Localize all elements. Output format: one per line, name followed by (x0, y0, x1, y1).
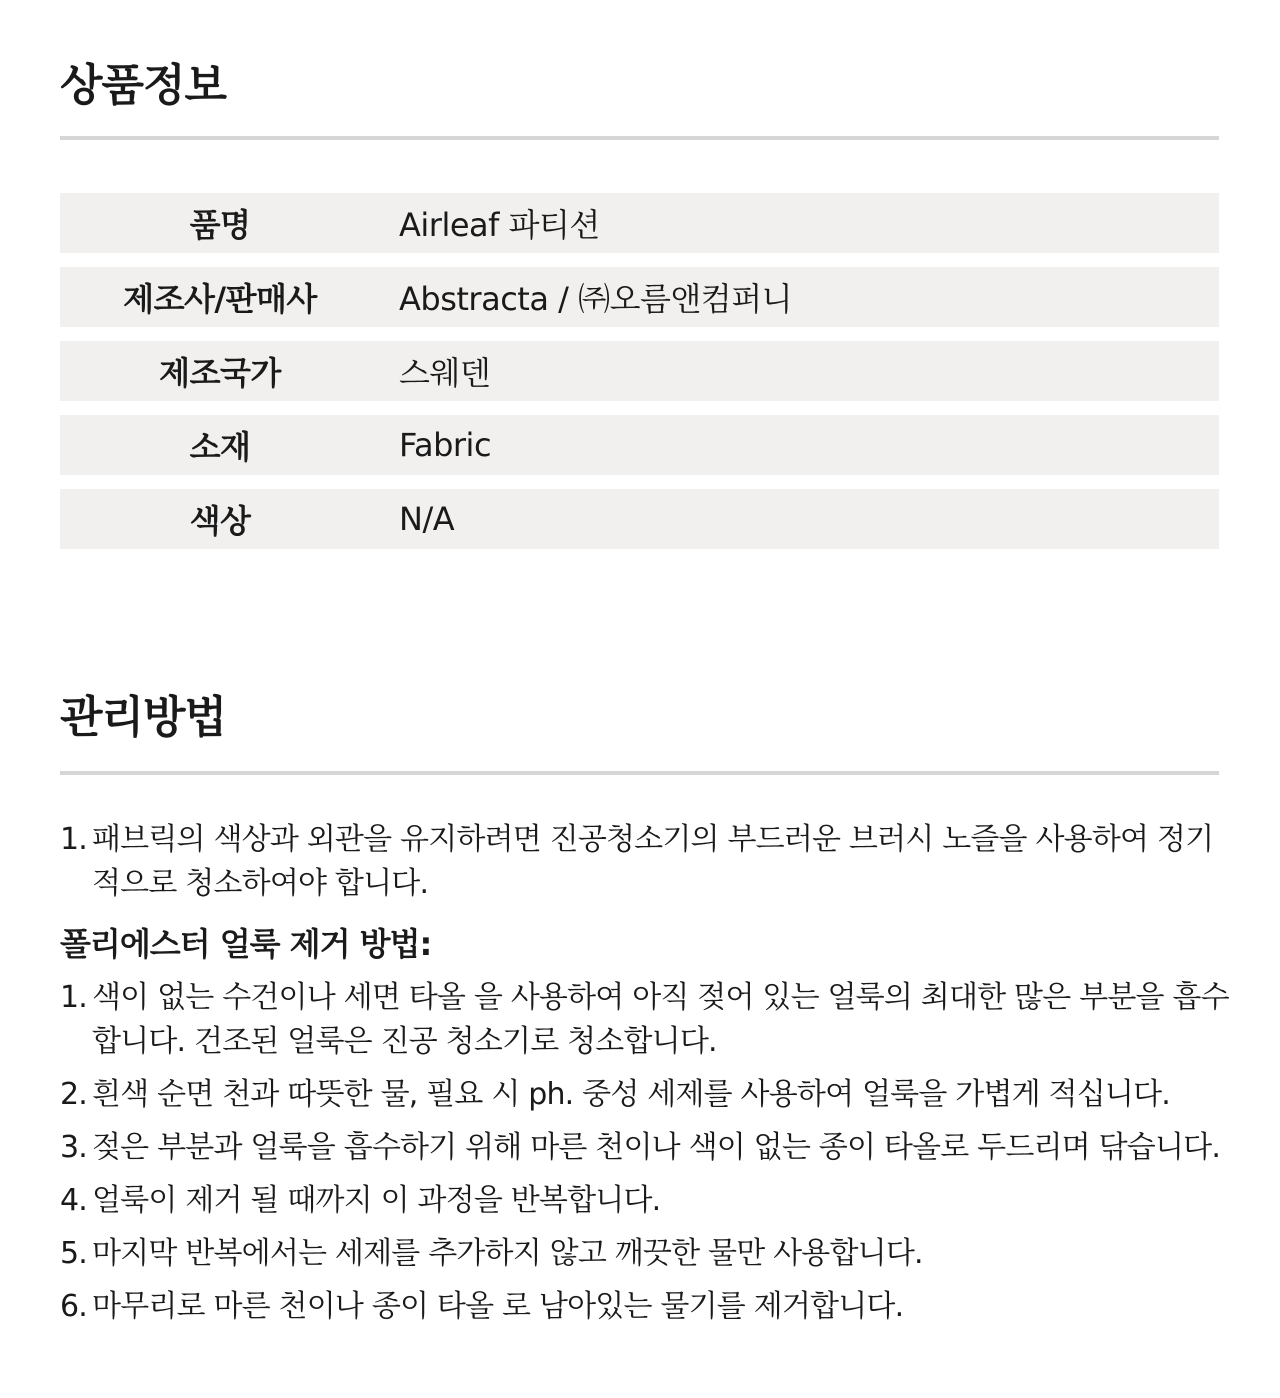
spec-value: Fabric (399, 426, 492, 464)
care-title: 관리방법 (60, 692, 227, 743)
spec-label: 제조사/판매사 (123, 280, 317, 318)
spec-label: 품명 (189, 206, 251, 244)
list-text: 색이 없는 수건이나 세면 타올 을 사용하여 아직 젖어 있는 얼룩의 최대한 많은 부분을 흡수 합니다. 건조된 얼룩은 진공 청소기로 청소합니다. (92, 980, 1229, 1059)
spec-value: N/A (399, 500, 455, 538)
list-item (60, 1126, 1230, 1170)
list-item (60, 976, 1230, 1064)
list-number: 2. (60, 1077, 88, 1112)
list-number: 4. (60, 1183, 88, 1218)
stain-removal-title: 폴리에스터 얼룩 제거 방법: (60, 925, 432, 963)
list-number: 1. (60, 980, 88, 1015)
spec-value: 스웨덴 (399, 354, 491, 392)
spec-label: 색상 (189, 502, 251, 540)
list-text: 흰색 순면 천과 따뜻한 물, 필요 시 ph. 중성 세제를 사용하여 얼룩을 가볍게 적십니다. (92, 1077, 1170, 1112)
list-number: 1. (60, 822, 88, 857)
list-item (60, 1179, 1230, 1223)
list-text: 젖은 부분과 얼룩을 흡수하기 위해 마른 천이나 색이 없는 종이 타올로 두드리며 닦습니다. (92, 1130, 1221, 1165)
product-spec-table (60, 193, 1219, 563)
list-number: 5. (60, 1236, 88, 1271)
care-divider (60, 771, 1219, 775)
list-text: 마무리로 마른 천이나 종이 타올 로 남아있는 물기를 제거합니다. (92, 1289, 904, 1324)
list-number: 6. (60, 1289, 88, 1324)
spec-row-manufacturer (60, 267, 1219, 327)
list-item (60, 1285, 1230, 1329)
spec-row-color (60, 489, 1219, 549)
product-info-title: 상품정보 (60, 60, 227, 111)
spec-value: Abstracta / ㈜오름앤컴퍼니 (399, 280, 793, 318)
product-info-divider (60, 136, 1219, 140)
list-number: 3. (60, 1130, 88, 1165)
spec-label: 소재 (189, 428, 251, 466)
list-text: 패브릭의 색상과 외관을 유지하려면 진공청소기의 부드러운 브러시 노즐을 사용하여 정기적으로 청소하여야 합니다. (92, 822, 1214, 901)
list-text: 얼룩이 제거 될 때까지 이 과정을 반복합니다. (92, 1183, 661, 1218)
spec-row-name (60, 193, 1219, 253)
care-instructions (60, 818, 1230, 1338)
list-item (60, 1232, 1230, 1276)
list-text: 마지막 반복에서는 세제를 추가하지 않고 깨끗한 물만 사용합니다. (92, 1236, 923, 1271)
list-item (60, 818, 1230, 906)
list-item (60, 1073, 1230, 1117)
spec-value: Airleaf 파티션 (399, 206, 600, 244)
spec-label: 제조국가 (159, 354, 281, 392)
spec-row-material (60, 415, 1219, 475)
spec-row-country (60, 341, 1219, 401)
